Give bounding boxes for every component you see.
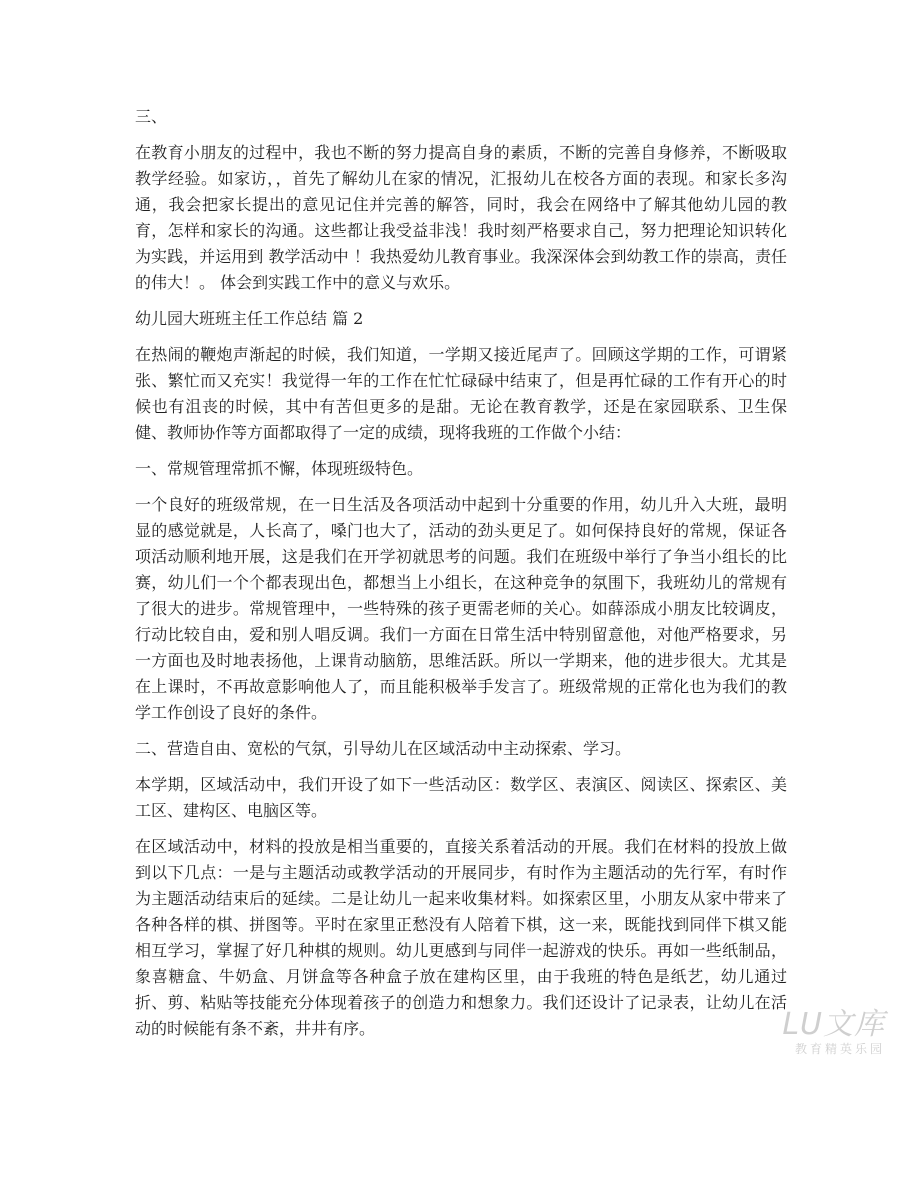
paragraph-materials: 在区域活动中，材料的投放是相当重要的，直接关系着活动的开展。我们在材料的投放上做到以下几点：一是与主题活动或教学活动的开展同步，有时作为主题活动的先行军，有时作为主题活动结束后的延续。二是让幼儿一起来收集材料。如探索区里，小朋友从家中带来了各种各样的棋、拼图等。平时在家里正愁没有人陪着下棋，这一来，既能找到同伴下棋又能相互学习，掌握了好几种棋的规则。幼儿更感到与同伴一起游戏的快乐。再如一些纸制品，象喜糖盒、牛奶盒、月饼盒等各种盒子放在建构区里，由于我班的特色是纸艺，幼儿通过折、剪、粘贴等技能充分体现着孩子的创造力和想象力。我们还设计了记录表，让幼儿在活动的时候能有条不紊，井井有序。 <box>135 837 787 1038</box>
paragraph-routine-management: 一个良好的班级常规，在一日生活及各项活动中起到十分重要的作用，幼儿升入大班，最明显的感觉就是，人长高了，嗓门也大了，活动的劲头更足了。如何保持良好的常规，保证各项活动顺利地开展，这是我们在开学初就思考的问题。我们在班级中举行了争当小组长的比赛，幼儿们一个个都表现出色，都想当上小组长，在这种竞争的氛围下，我班幼儿的常规有了很大的进步。常规管理中，一些特殊的孩子更需老师的关心。如薛添成小朋友比较调皮，行动比较自由，爱和别人唱反调。我们一方面在日常生活中特别留意他，对他严格要求，另一方面也及时地表扬他，上课肯动脑筋，思维活跃。所以一学期来，他的进步很大。尤其是在上课时，不再故意影响他人了，而且能积极举手发言了。班级常规的正常化也为我们的教学工作创设了良好的条件。 <box>135 495 787 722</box>
section-heading-area-activities: 二、营造自由、宽松的气氛，引导幼儿在区域活动中主动探索、学习。 <box>135 739 632 758</box>
watermark-subtitle: 教育精英乐园 <box>794 1042 885 1056</box>
paragraph-activity-areas: 本学期，区域活动中，我们开设了如下一些活动区：数学区、表演区、阅读区、探索区、美工区、建构区、电脑区等。 <box>135 775 787 820</box>
paragraph-self-improvement: 在教育小朋友的过程中，我也不断的努力提高自身的素质，不断的完善自身修养，不断吸取教学经验。如家访，，首先了解幼儿在家的情况，汇报幼儿在校各方面的表现。和家长多沟通，我会把家长提出的意见记住并完善的解答，同时，我会在网络中了解其他幼儿园的教育，怎样和家长的沟通。这些都让我受益非浅！我时刻严格要求自己，努力把理论知识转化为实践，并运用到 教学活动中 ！我热爱幼儿教育事业。我深深体会到幼教工作的崇高，责任的伟大！。 体会到实践工作中的意义与欢乐。 <box>135 143 787 292</box>
article-title: 幼儿园大班班主任工作总结 篇 2 <box>135 309 364 328</box>
section-heading-routine: 一、常规管理常抓不懈，体现班级特色。 <box>135 459 424 478</box>
paragraph-introduction: 在热闹的鞭炮声渐起的时候，我们知道，一学期又接近尾声了。回顾这学期的工作，可谓紧张、繁忙而又充实！我觉得一年的工作在忙忙碌碌中结束了，但是再忙碌的工作有开心的时候也有沮丧的时候，其中有苦但更多的是甜。无论在教育教学，还是在家园联系、卫生保健、教师协作等方面都取得了一定的成绩，现将我班的工作做个小结： <box>135 345 787 442</box>
section-number-heading: 三、 <box>135 107 168 126</box>
watermark-title: LU文库 <box>782 1007 885 1042</box>
document-body <box>135 104 787 1042</box>
